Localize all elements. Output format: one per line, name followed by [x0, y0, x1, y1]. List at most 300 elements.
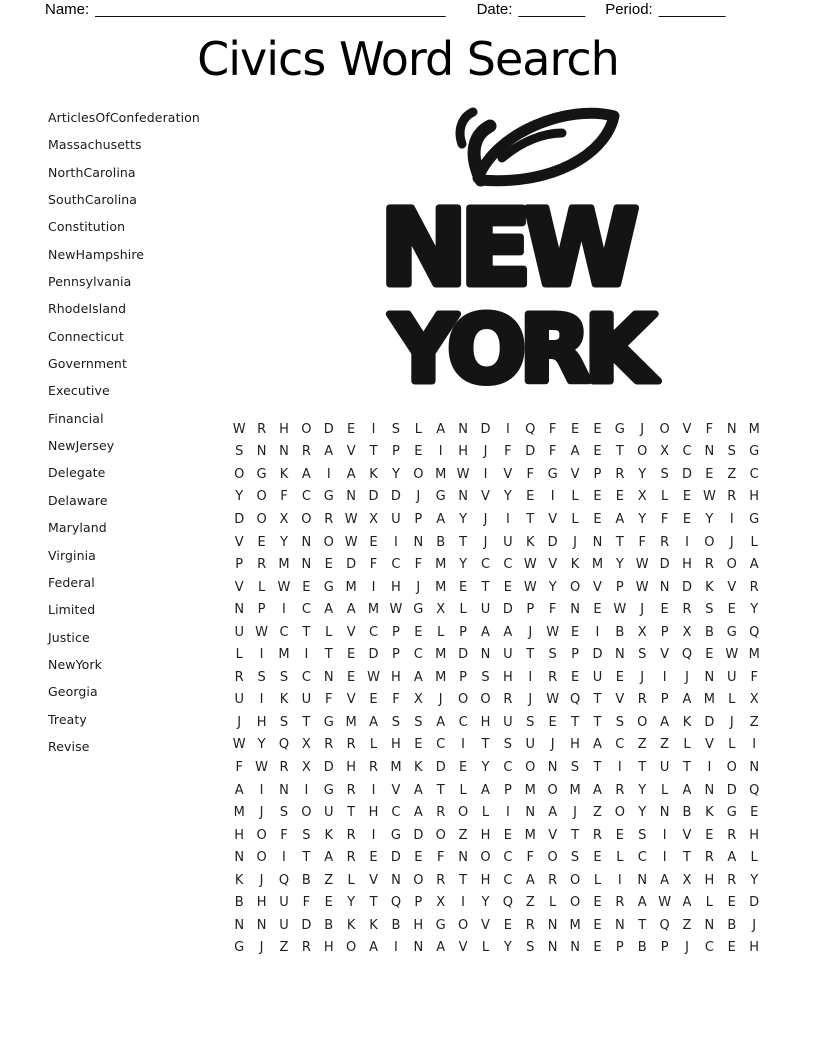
grid-cell: M — [703, 692, 715, 708]
grid-cell: L — [459, 782, 467, 798]
grid-cell: P — [257, 602, 266, 618]
grid-cell: G — [323, 579, 334, 595]
grid-cell: J — [640, 421, 645, 437]
grid-cell: X — [369, 511, 378, 527]
grid-cell: E — [347, 421, 356, 437]
grid-cell: P — [414, 895, 423, 911]
word-item: Revise — [48, 738, 90, 754]
grid-cell: H — [279, 421, 289, 437]
grid-cell: Z — [660, 737, 670, 753]
grid-cell: R — [436, 805, 446, 821]
grid-cell: I — [550, 489, 555, 505]
grid-cell: A — [413, 782, 423, 798]
grid-cell: N — [525, 805, 536, 821]
grid-cell: E — [324, 895, 333, 911]
grid-cell: C — [301, 602, 311, 618]
grid-cell: C — [391, 805, 401, 821]
grid-cell: P — [615, 940, 624, 956]
grid-cell: X — [749, 692, 759, 708]
grid-cell: A — [301, 466, 311, 482]
grid-cell: E — [414, 444, 423, 460]
word-item: RhodeIsland — [48, 301, 127, 317]
grid-cell: T — [593, 714, 602, 730]
grid-cell: E — [660, 602, 669, 618]
grid-cell: H — [570, 737, 580, 753]
grid-cell: M — [233, 805, 245, 821]
grid-cell: H — [480, 872, 491, 888]
grid-cell: W — [389, 602, 403, 618]
grid-cell: J — [729, 714, 734, 730]
grid-cell: O — [614, 805, 625, 821]
grid-cell: T — [459, 534, 468, 550]
grid-cell: M — [435, 669, 447, 685]
grid-cell: R — [727, 489, 737, 505]
grid-cell: J — [259, 872, 264, 888]
word-item: NewYork — [48, 656, 102, 672]
grid-cell: G — [390, 827, 401, 843]
grid-cell: R — [257, 557, 267, 573]
grid-cell: C — [503, 850, 513, 866]
grid-cell: D — [547, 534, 558, 550]
grid-cell: T — [369, 444, 378, 460]
grid-cell: A — [682, 895, 692, 911]
grid-cell: Y — [347, 895, 356, 911]
grid-cell: N — [413, 534, 424, 550]
word-item: Delaware — [48, 492, 108, 508]
grid-cell: P — [392, 444, 400, 460]
grid-cell: I — [505, 511, 510, 527]
grid-cell: O — [569, 895, 581, 911]
grid-cell: O — [480, 692, 491, 708]
grid-cell: N — [614, 647, 625, 663]
grid-cell: Q — [681, 647, 693, 663]
grid-cell: E — [570, 669, 580, 685]
word-item: Pennsylvania — [48, 274, 132, 290]
grid-cell: L — [437, 624, 445, 640]
grid-cell: J — [573, 805, 577, 821]
grid-cell: A — [436, 940, 446, 956]
grid-cell: Y — [459, 511, 468, 527]
grid-cell: H — [749, 489, 760, 505]
grid-cell: R — [727, 872, 737, 888]
grid-cell: F — [548, 421, 557, 437]
grid-cell: U — [301, 692, 312, 708]
grid-cell: I — [483, 466, 488, 482]
grid-cell: P — [526, 602, 535, 618]
grid-cell: R — [369, 759, 379, 775]
grid-cell: W — [546, 624, 560, 640]
word-item: NewJersey — [48, 438, 115, 454]
grid-cell: E — [369, 850, 378, 866]
grid-cell: A — [592, 737, 602, 753]
grid-cell: A — [369, 714, 378, 730]
grid-cell: M — [345, 579, 357, 595]
grid-cell: T — [615, 444, 624, 460]
grid-cell: D — [390, 489, 401, 505]
grid-cell: T — [571, 714, 580, 730]
grid-cell: O — [480, 850, 491, 866]
grid-cell: C — [503, 759, 513, 775]
grid-cell: J — [237, 714, 242, 730]
grid-cell: P — [459, 669, 468, 685]
grid-cell: H — [346, 759, 357, 775]
grid-cell: C — [682, 444, 692, 460]
grid-cell: F — [548, 602, 557, 618]
grid-cell: K — [526, 534, 535, 550]
grid-cell: F — [526, 466, 535, 482]
word-item: Virginia — [48, 547, 96, 563]
grid-cell: R — [615, 466, 625, 482]
grid-cell: W — [635, 579, 649, 595]
grid-cell: I — [752, 737, 757, 753]
grid-cell: J — [685, 669, 689, 685]
grid-cell: Y — [638, 466, 647, 482]
grid-cell: E — [347, 647, 356, 663]
grid-cell: T — [481, 579, 490, 595]
grid-cell: Z — [324, 872, 334, 888]
grid-cell: T — [638, 759, 647, 775]
grid-cell: X — [301, 759, 311, 775]
grid-cell: T — [302, 624, 311, 640]
grid-cell: C — [436, 737, 446, 753]
grid-cell: N — [391, 872, 401, 888]
grid-cell: Q — [659, 917, 670, 933]
grid-cell: N — [458, 850, 468, 866]
grid-cell: W — [232, 421, 246, 437]
grid-cell: G — [435, 489, 446, 505]
grid-cell: L — [616, 850, 624, 866]
grid-cell: I — [394, 534, 398, 550]
grid-cell: T — [683, 759, 691, 775]
grid-cell: M — [435, 557, 447, 573]
word-item: Justice — [48, 629, 90, 645]
grid-cell: P — [392, 647, 400, 663]
grid-cell: S — [526, 714, 535, 730]
grid-cell: R — [704, 557, 714, 573]
grid-cell: R — [637, 692, 647, 708]
grid-cell: W — [523, 557, 537, 573]
grid-cell: X — [637, 489, 647, 505]
grid-cell: R — [234, 669, 244, 685]
grid-cell: L — [481, 805, 490, 821]
grid-cell: S — [279, 805, 289, 821]
grid-cell: J — [573, 534, 577, 550]
grid-cell: V — [548, 827, 558, 843]
grid-cell: O — [659, 421, 670, 437]
grid-cell: N — [279, 782, 289, 798]
grid-cell: P — [593, 466, 602, 482]
grid-cell: O — [256, 489, 267, 505]
grid-cell: X — [413, 692, 423, 708]
grid-cell: L — [728, 692, 736, 708]
grid-cell: O — [637, 444, 648, 460]
grid-cell: O — [234, 466, 245, 482]
grid-cell: C — [503, 557, 513, 573]
grid-cell: O — [301, 511, 312, 527]
grid-cell: M — [345, 714, 357, 730]
grid-cell: R — [660, 534, 670, 550]
grid-cell: I — [282, 850, 286, 866]
grid-cell: F — [750, 669, 758, 685]
grid-cell: K — [682, 714, 692, 730]
grid-cell: B — [727, 917, 737, 933]
grid-cell: E — [615, 669, 624, 685]
grid-cell: F — [280, 827, 288, 843]
grid-cell: V — [727, 579, 737, 595]
grid-cell: P — [414, 511, 423, 527]
grid-cell: A — [637, 895, 647, 911]
grid-cell: E — [369, 692, 378, 708]
grid-cell: H — [368, 805, 379, 821]
grid-cell: G — [323, 714, 334, 730]
grid-cell: P — [459, 624, 468, 640]
grid-cell: T — [324, 647, 333, 663]
grid-cell: V — [234, 534, 244, 550]
grid-cell: U — [592, 669, 603, 685]
grid-cell: R — [436, 872, 446, 888]
grid-cell: Z — [458, 827, 468, 843]
grid-cell: X — [682, 872, 692, 888]
grid-cell: F — [660, 511, 669, 527]
grid-cell: V — [704, 737, 714, 753]
grid-cell: I — [662, 827, 667, 843]
grid-cell: L — [571, 489, 579, 505]
grid-cell: U — [503, 714, 513, 730]
grid-cell: A — [503, 624, 513, 640]
grid-cell: U — [324, 805, 334, 821]
grid-cell: D — [323, 421, 334, 437]
grid-cell: Y — [615, 557, 624, 573]
grid-cell: V — [369, 872, 378, 888]
grid-cell: O — [547, 850, 558, 866]
grid-cell: X — [660, 444, 670, 460]
grid-cell: B — [704, 624, 714, 640]
grid-cell: B — [682, 805, 692, 821]
grid-cell: I — [505, 421, 510, 437]
grid-cell: Y — [638, 805, 647, 821]
grid-cell: E — [414, 850, 423, 866]
grid-cell: W — [456, 466, 470, 482]
grid-cell: F — [504, 444, 512, 460]
grid-cell: I — [662, 850, 667, 866]
grid-cell: P — [571, 647, 579, 663]
grid-cell: T — [436, 782, 445, 798]
grid-cell: I — [461, 895, 466, 911]
grid-cell: W — [613, 602, 627, 618]
grid-cell: D — [682, 579, 693, 595]
grid-cell: T — [459, 872, 468, 888]
grid-cell: L — [481, 940, 490, 956]
grid-cell: N — [749, 759, 760, 775]
grid-cell: S — [235, 444, 244, 460]
grid-cell: P — [235, 557, 244, 573]
grid-cell: H — [413, 917, 424, 933]
grid-cell: F — [526, 850, 535, 866]
grid-cell: N — [279, 444, 289, 460]
grid-cell: J — [729, 534, 734, 550]
grid-cell: D — [390, 850, 401, 866]
grid-cell: R — [301, 940, 311, 956]
word-item: SouthCarolina — [48, 192, 138, 208]
grid-cell: I — [595, 624, 600, 640]
grid-cell: M — [748, 421, 760, 437]
grid-cell: C — [301, 669, 311, 685]
grid-cell: R — [503, 692, 513, 708]
grid-cell: I — [371, 421, 376, 437]
grid-cell: E — [705, 647, 714, 663]
grid-cell: U — [279, 917, 289, 933]
grid-cell: A — [436, 421, 446, 437]
grid-cell: C — [391, 557, 401, 573]
grid-cell: V — [234, 579, 244, 595]
grid-cell: E — [414, 737, 423, 753]
grid-cell: R — [346, 850, 356, 866]
grid-cell: D — [749, 895, 760, 911]
grid-cell: K — [369, 917, 378, 933]
word-item: Delegate — [48, 465, 106, 481]
grid-cell: N — [256, 917, 267, 933]
word-item: Maryland — [48, 520, 107, 536]
grid-cell: E — [503, 827, 512, 843]
grid-cell: A — [413, 805, 423, 821]
grid-cell: D — [659, 557, 670, 573]
grid-cell: J — [416, 579, 421, 595]
grid-cell: L — [571, 511, 579, 527]
grid-cell: V — [481, 917, 490, 933]
grid-cell: W — [344, 534, 358, 550]
grid-cell: T — [526, 647, 535, 663]
grid-cell: A — [592, 782, 602, 798]
grid-cell: Y — [503, 940, 512, 956]
page-title: Civics Word Search — [197, 32, 619, 86]
grid-cell: T — [571, 827, 580, 843]
grid-cell: S — [481, 669, 490, 685]
name-blank-line: __________________________________________ — [95, 1, 446, 18]
grid-cell: N — [704, 917, 715, 933]
grid-cell: W — [702, 489, 716, 505]
grid-cell: U — [480, 602, 491, 618]
grid-cell: J — [483, 444, 488, 460]
grid-cell: N — [637, 872, 648, 888]
grid-cell: S — [391, 714, 401, 730]
grid-cell: S — [615, 714, 624, 730]
grid-cell: O — [457, 805, 469, 821]
grid-cell: U — [279, 895, 289, 911]
grid-cell: U — [391, 511, 401, 527]
grid-cell: O — [301, 421, 312, 437]
grid-cell: T — [526, 511, 535, 527]
grid-cell: I — [394, 940, 398, 956]
grid-cell: I — [304, 647, 309, 663]
grid-cell: L — [683, 737, 691, 753]
grid-cell: E — [347, 669, 356, 685]
grid-cell: N — [704, 444, 715, 460]
grid-cell: W — [232, 737, 246, 753]
grid-cell: W — [255, 759, 269, 775]
grid-cell: E — [324, 557, 333, 573]
grid-cell: J — [640, 602, 645, 618]
grid-cell: A — [436, 714, 446, 730]
grid-cell: O — [547, 782, 558, 798]
grid-cell: I — [282, 602, 286, 618]
grid-cell: T — [369, 895, 378, 911]
grid-cell: E — [705, 827, 714, 843]
grid-cell: P — [615, 579, 624, 595]
grid-cell: N — [301, 534, 312, 550]
grid-cell: Q — [278, 737, 290, 753]
grid-cell: I — [304, 782, 309, 798]
grid-cell: Y — [750, 602, 759, 618]
grid-cell: L — [728, 737, 736, 753]
grid-cell: Q — [749, 782, 760, 798]
grid-cell: N — [234, 917, 245, 933]
grid-cell: B — [615, 624, 625, 640]
grid-cell: D — [368, 647, 379, 663]
grid-cell: L — [660, 489, 669, 505]
grid-cell: O — [256, 511, 267, 527]
word-item: NorthCarolina — [48, 164, 136, 180]
grid-cell: R — [727, 827, 737, 843]
grid-cell: R — [525, 917, 535, 933]
grid-cell: R — [749, 579, 759, 595]
grid-cell: W — [725, 647, 739, 663]
grid-cell: A — [324, 444, 334, 460]
grid-cell: B — [391, 917, 401, 933]
grid-cell: B — [637, 940, 647, 956]
grid-cell: S — [548, 647, 557, 663]
grid-cell: H — [323, 940, 334, 956]
grid-cell: A — [234, 782, 244, 798]
grid-cell: G — [726, 805, 737, 821]
word-item: Massachusetts — [48, 137, 142, 153]
word-item: NewHampshire — [48, 246, 145, 262]
grid-cell: F — [436, 850, 445, 866]
grid-cell: Q — [390, 895, 402, 911]
apple-graphic-svg — [378, 106, 666, 406]
grid-cell: A — [369, 940, 378, 956]
grid-cell: F — [369, 557, 378, 573]
word-item: Executive — [48, 383, 110, 399]
grid-cell: O — [457, 692, 469, 708]
grid-cell: W — [658, 895, 672, 911]
grid-cell: I — [259, 692, 264, 708]
grid-cell: C — [503, 872, 513, 888]
grid-cell: V — [682, 827, 692, 843]
grid-cell: O — [569, 872, 581, 888]
grid-cell: N — [614, 917, 625, 933]
grid-cell: F — [414, 557, 423, 573]
grid-cell: Y — [481, 759, 490, 775]
grid-cell: U — [503, 534, 513, 550]
grid-cell: O — [301, 805, 312, 821]
grid-cell: Y — [705, 511, 714, 527]
grid-cell: R — [548, 669, 558, 685]
grid-cell: V — [660, 647, 670, 663]
grid-cell: C — [480, 557, 491, 573]
grid-cell: L — [750, 534, 758, 550]
grid-cell: O — [256, 850, 267, 866]
grid-cell: C — [369, 624, 379, 640]
grid-cell: E — [369, 534, 378, 550]
grid-cell: I — [617, 759, 622, 775]
grid-cell: A — [413, 669, 423, 685]
grid-cell: E — [570, 421, 580, 437]
grid-cell: W — [367, 669, 380, 685]
grid-cell: K — [279, 466, 289, 482]
grid-cell: K — [234, 872, 244, 888]
grid-cell: R — [324, 511, 334, 527]
grid-cell: O — [256, 827, 267, 843]
